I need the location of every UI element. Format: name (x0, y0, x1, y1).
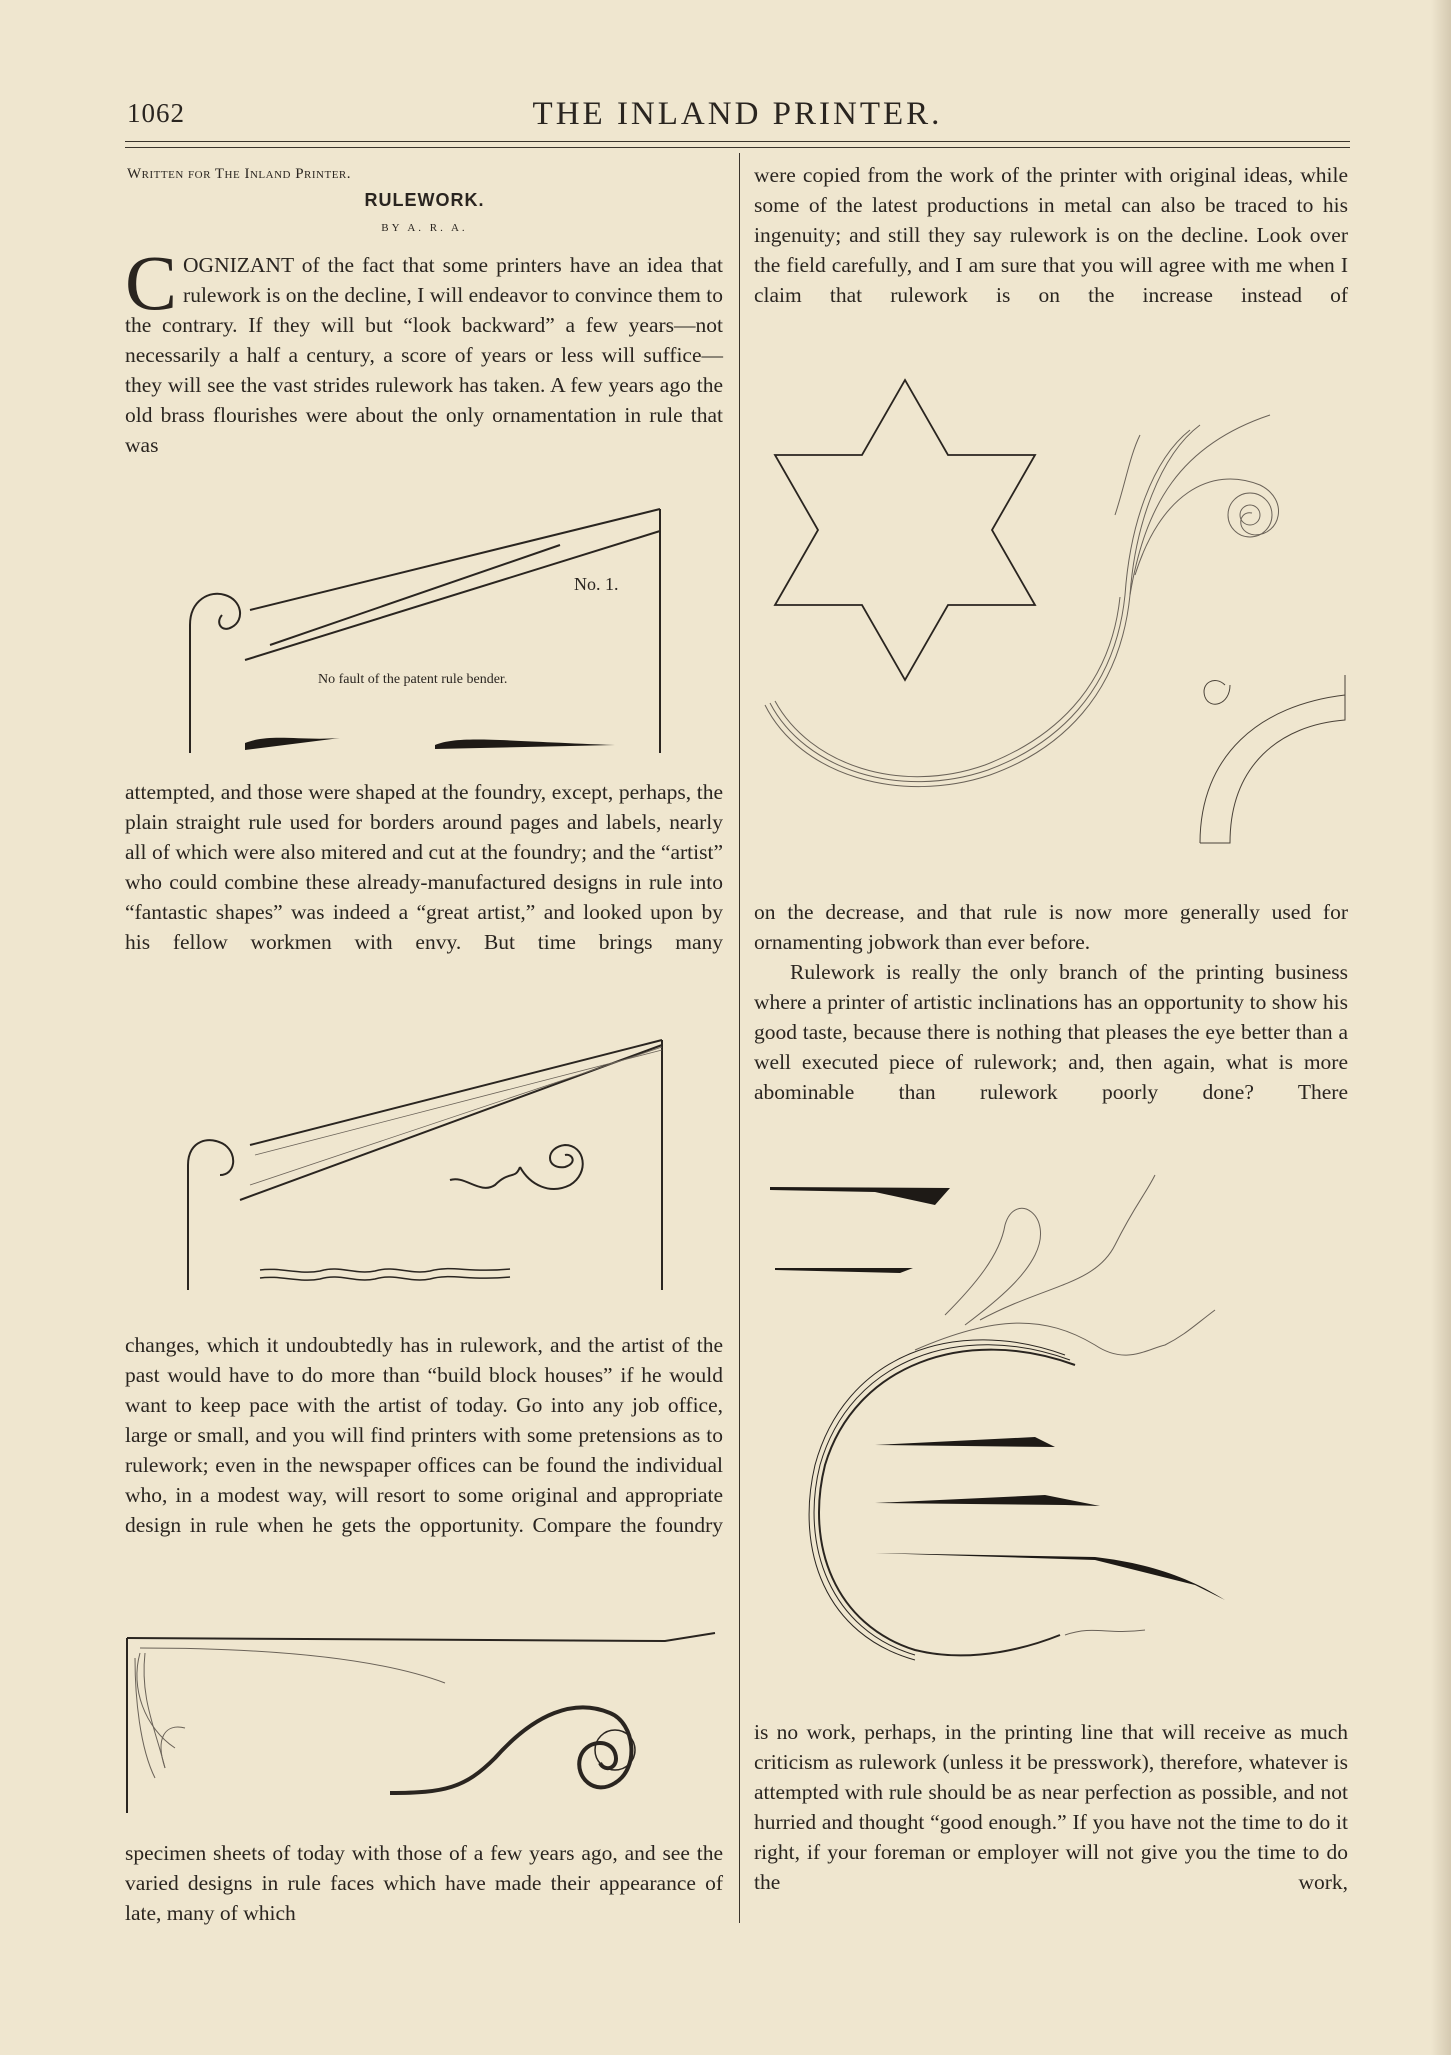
drop-cap: C (125, 239, 178, 326)
header-rule-bottom (125, 147, 1350, 148)
figure-5-crescent-rules (765, 1165, 1325, 1685)
paragraph-1 (125, 239, 723, 460)
figure-4-star-and-scroll (760, 375, 1360, 855)
running-head (125, 96, 1350, 136)
header-rule-top (125, 141, 1350, 142)
figure-1-rule-illustration (170, 505, 670, 760)
paragraph-2: attempted, and those were shaped at the foundry, except, perhaps, the plain straight rule used for borders around pages and labels, nearly all of which were also mitered and cut at the foundry; and the “artist” who could combine these already-manufactured designs in rule into “fantastic shapes” was indeed a “great artist,” and looked upon by his fellow workmen with envy. But time brings many (125, 780, 723, 954)
page-number: 1062 (127, 98, 185, 128)
paragraph-6: on the decrease, and that rule is now more generally used for ornamenting jobwork than ever before. (754, 900, 1348, 954)
page-edge-shadow (1431, 0, 1451, 2055)
article-author: BY A. R. A. (381, 222, 468, 234)
figure-1-caption: No fault of the patent rule bender. (318, 672, 508, 687)
paragraph-4: specimen sheets of today with those of a few years ago, and see the varied designs in rule faces which have made their appearance of late, many of which (125, 1841, 723, 1925)
paragraph-5: were copied from the work of the printer with original ideas, while some of the latest productions in metal can also be traced to his ingenuity; and still they say rulework is on the decline. Look over the field carefully, and I am sure that you will agree with me when I claim that rulework is on the increase instead of (754, 163, 1348, 307)
paragraph-1-text: OGNIZANT of the fact that some printers have an idea that rulework is on the decline, I will endeavor to convince them to the contrary. If they will but “look backward” a few years—not necessarily a half a century, a score of years or less will suffice—they will see the vast strides rulework has taken. A few years ago the old brass flourishes were about the only ornamentation in rule that was (125, 253, 723, 457)
column-divider (739, 153, 740, 1923)
figure-1-number: No. 1. (574, 574, 619, 594)
six-pointed-star (775, 380, 1035, 680)
journal-title: THE INLAND PRINTER. (532, 96, 943, 132)
figure-2-rule-illustration (180, 1035, 670, 1325)
written-for-line: Written for The Inland Printer. (127, 166, 352, 182)
paragraph-7: Rulework is really the only branch of the printing business where a printer of artistic inclinations has an opportunity to show his good taste, because there is nothing that pleases the eye better than a well executed piece of rulework; and, then again, what is more abominable than rulework poorly done? There (754, 960, 1348, 1104)
article-title: RULEWORK. (364, 190, 485, 210)
paragraph-8: is no work, perhaps, in the printing line that will receive as much criticism as rulework (unless it be presswork), therefore, whatever is attempted with rule should be as near perfection as possible, and not hurried and thought “good enough.” If you have not the time to do it right, if your foreman or employer will not give you the time to do the work, (754, 1720, 1348, 1894)
figure-3-rule-illustration (125, 1628, 715, 1818)
paragraph-3: changes, which it undoubtedly has in rulework, and the artist of the past would have to do more than “build block houses” if he would want to keep pace with the artist of today. Go into any job office, large or small, and you will find printers with some pretensions as to rulework; even in the newspaper offices can be found the individual who, in a modest way, will resort to some original and appropriate design in rule when he gets the opportunity. Compare the foundry (125, 1333, 723, 1537)
